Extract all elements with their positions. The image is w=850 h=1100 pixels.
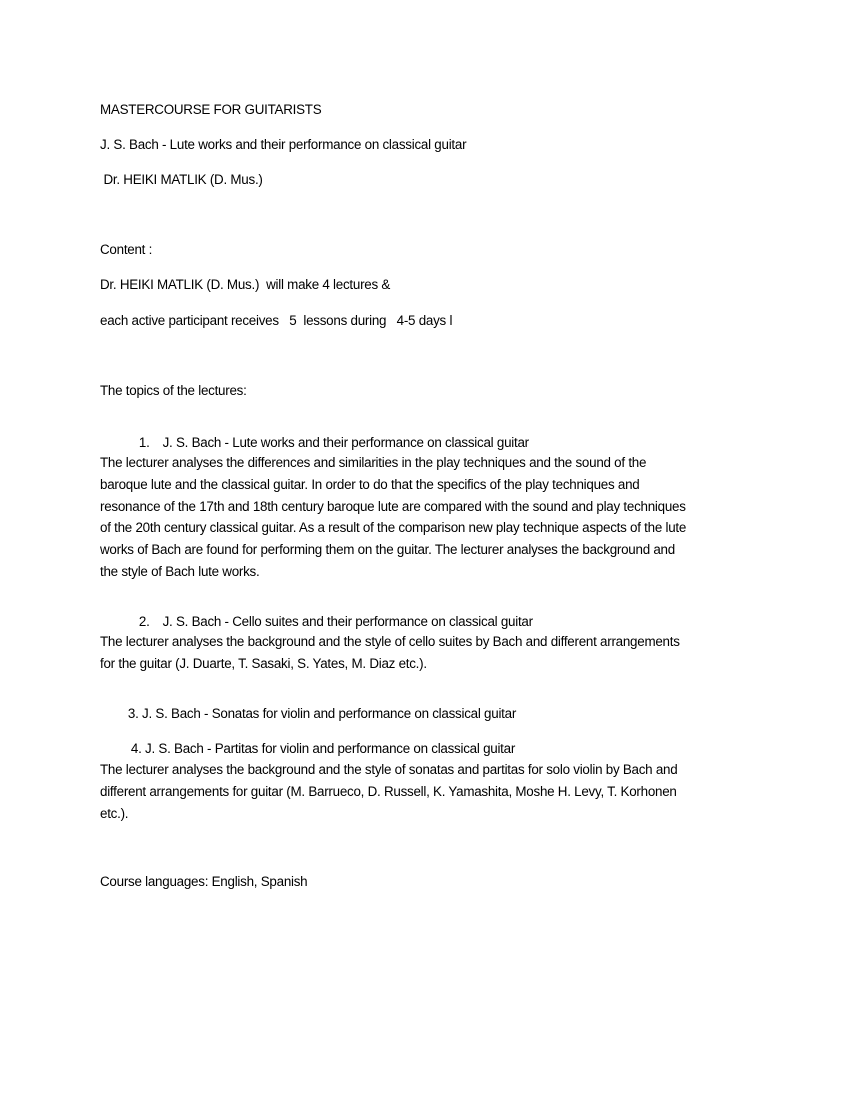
content-line-lectures: Dr. HEIKI MATLIK (D. Mus.) will make 4 lectures & [100,277,391,292]
description-line: The lecturer analyses the differences and similarities in the play techniques and the sound of the [100,455,647,470]
description-line: different arrangements for guitar (M. Barrueco, D. Russell, K. Yamashita, Moshe H. Levy, T. Korhonen [100,783,677,799]
topic-description [100,452,750,583]
description-line: etc.). [100,805,129,821]
description-line: baroque lute and the classical guitar. In order to do that the specifics of the play techniques and [100,476,640,492]
course-languages: Course languages: English, Spanish [100,874,308,889]
topic-number: 1. [138,435,150,450]
topic-title: J. S. Bach - Cello suites and their performance on classical guitar [162,614,533,629]
topic-description [100,759,750,824]
document-title: MASTERCOURSE FOR GUITARISTS [100,102,322,117]
description-line: The lecturer analyses the background and the style of sonatas and partitas for solo violin by Bach and [100,762,678,777]
topic-title: J. S. Bach - Sonatas for violin and performance on classical guitar [142,706,517,721]
content-heading: Content : [100,242,153,257]
description-line: for the guitar (J. Duarte, T. Sasaki, S. Yates, M. Diaz etc.). [100,655,427,671]
description-line: works of Bach are found for performing them on the guitar. The lecturer analyses the background and [100,542,675,558]
topic-number: 3. [127,706,139,721]
description-line: the style of Bach lute works. [100,563,260,579]
author-line: Dr. HEIKI MATLIK (D. Mus.) [100,172,263,187]
topic-number: 2. [138,614,150,629]
description-line: The lecturer analyses the background and the style of cello suites by Bach and different arrangements [100,634,680,649]
topic-title: J. S. Bach - Lute works and their performance on classical guitar [162,435,529,450]
description-line: resonance of the 17th and 18th century baroque lute are compared with the sound and play techniques [100,498,686,514]
description-line: of the 20th century classical guitar. As a result of the comparison new play technique aspects of the lute [100,520,687,536]
topic-description [100,631,750,675]
topic-number: 4. [130,741,142,756]
topic-title: J. S. Bach - Partitas for violin and performance on classical guitar [145,741,516,756]
document-subtitle: J. S. Bach - Lute works and their performance on classical guitar [100,137,467,152]
topics-heading: The topics of the lectures: [100,383,247,398]
content-line-lessons: each active participant receives 5 lessons during 4-5 days l [100,313,453,328]
